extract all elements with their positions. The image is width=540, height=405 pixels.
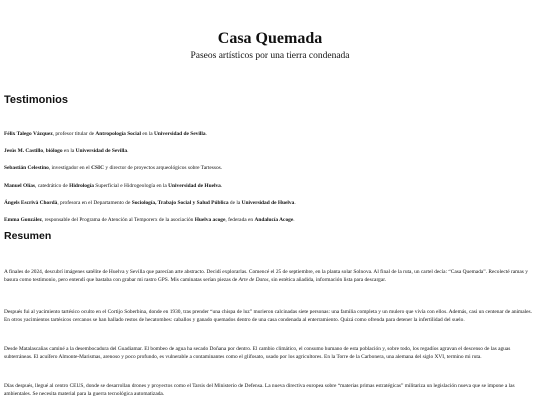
- testimonio-text: .: [220, 183, 223, 189]
- resumen-paragraph: Después fui al yacimiento tartésico oculto en el Cortijo Soberbina, donde en 1930, tras prender “una chispa de luz” murieron calcinadas siete personas: una familia completa y un mulero que vivía con ellos. Además, casi un centenar de animales. En otros yacimientos tartésicos cercanos se han hallado restos de hecatombes: caballos y ganado quemados dentro de una casa condenada al enterramiento. Quizá como ofrenda para detener la infertilidad del suelo.: [4, 309, 532, 323]
- testimonio-name: Félix Talego Vázquez: [4, 131, 53, 137]
- testimonio-text: en la: [62, 148, 76, 154]
- page-subtitle: Paseos artísticos por una tierra condenada: [190, 51, 350, 61]
- testimonio-text: .: [205, 131, 207, 137]
- testimonio-org: Universidad de Sevilla: [154, 131, 206, 137]
- paragraph-text: A finales de 2024, descubrí imágenes satélite de Huelva y Sevilla que parecían arte abstracto. Decidí explorarlas. Comencé el 25 de septiembre, en la planta solar Solnova. Al final de la ruta, un cartel decía: “Casa Quemada”. Recolecté ramas y basura como testimonio, pero entendí que bastaba con grabar mi rastro GPS. Mis caminatas serían piezas de: [4, 269, 528, 283]
- testimonio-org: Universidad de Sevilla: [75, 148, 128, 154]
- testimonio-text: , profesora en el Departamento de: [57, 200, 132, 206]
- testimonio-text: , investigador en el: [48, 165, 92, 171]
- testimonio-item: [4, 131, 536, 138]
- testimonio-item: [4, 148, 536, 155]
- testimonio-name: Sebastián Celestino: [4, 165, 49, 171]
- resumen-paragraph: Días después, llegué al centro CEUS, donde se desarrollan drones y proyectos como el Tarsis del Ministerio de Defensa. La nueva directiva europea sobre “materias primas estratégicas” militariza un legislación nueva que se impone a las ambientales. Se necesita material para la guerra tecnológica automatizada.: [4, 383, 515, 397]
- resumen-heading: Resumen: [4, 230, 52, 242]
- testimonio-text: Superficial e Hidrogeología en la: [93, 183, 169, 189]
- testimonio-text: .: [127, 148, 129, 154]
- testimonio-text: y director de proyectos arqueológicos sobre Tartessos.: [104, 165, 223, 171]
- testimonio-name: Ángels Escrivà Chordà: [4, 200, 58, 206]
- testimonio-text: , profesor titular de: [52, 131, 96, 137]
- paragraph-emphasis: Arte de Datos: [238, 276, 269, 283]
- testimonio-text: , responsable del Programa de Atención al Temporerx de la asociación: [41, 217, 195, 223]
- testimonio-name: Manuel Olías: [4, 183, 35, 189]
- testimonio-text: ,: [43, 148, 46, 154]
- testimonio-text: .: [293, 217, 295, 223]
- testimonio-area: Hidrología: [69, 183, 94, 189]
- testimonio-item: [4, 183, 536, 190]
- testimonio-org: Universidad de Huelva: [241, 200, 295, 206]
- testimonio-text: , catedrático de: [35, 183, 70, 189]
- testimonio-org: Universidad de Huelva: [168, 183, 221, 189]
- testimonio-area: Huelva acoge: [194, 217, 226, 223]
- testimonio-area: Sociología, Trabajo Social y Salud Pública: [131, 200, 229, 206]
- testimonio-area: biólogo: [45, 148, 63, 154]
- testimonio-text: de la: [228, 200, 242, 206]
- testimonio-text: en la: [140, 131, 154, 137]
- testimonio-text: , federada en: [225, 217, 255, 223]
- paragraph-text: , sin estética añadida, información lista para descargar.: [268, 276, 387, 283]
- testimonio-item: [4, 200, 536, 207]
- page-title: Casa Quemada: [217, 30, 323, 47]
- testimonio-area: CSIC: [91, 165, 105, 171]
- testimonio-org: Andalucía Acoge: [254, 217, 294, 223]
- testimonios-heading: Testimonios: [4, 94, 68, 106]
- testimonio-name: Emma González: [4, 217, 42, 223]
- testimonio-name: Jesús M. Castillo: [4, 148, 44, 154]
- testimonio-area: Antropología Social: [95, 131, 141, 137]
- resumen-paragraph: Desde Matalascañas caminé a la desembocadura del Guadiamar. El bombeo de agua ha secado Doñana por dentro. El cambio climático, el consumo humano de esta población y, sobre todo, los regadíos agravan el descenso de las aguas subterráneas. El acuífero Almonte-Marismas, arenoso y poco profundo, es vulnerable a contaminantes como el glifosato, usado por los agricultores. En la Torre de la Carbonera, una alemana del siglo XVI, termino mi ruta.: [4, 346, 511, 360]
- testimonio-text: .: [294, 200, 296, 206]
- testimonio-item: [4, 217, 536, 224]
- testimonio-item: [4, 165, 536, 172]
- resumen-paragraph: [4, 269, 532, 284]
